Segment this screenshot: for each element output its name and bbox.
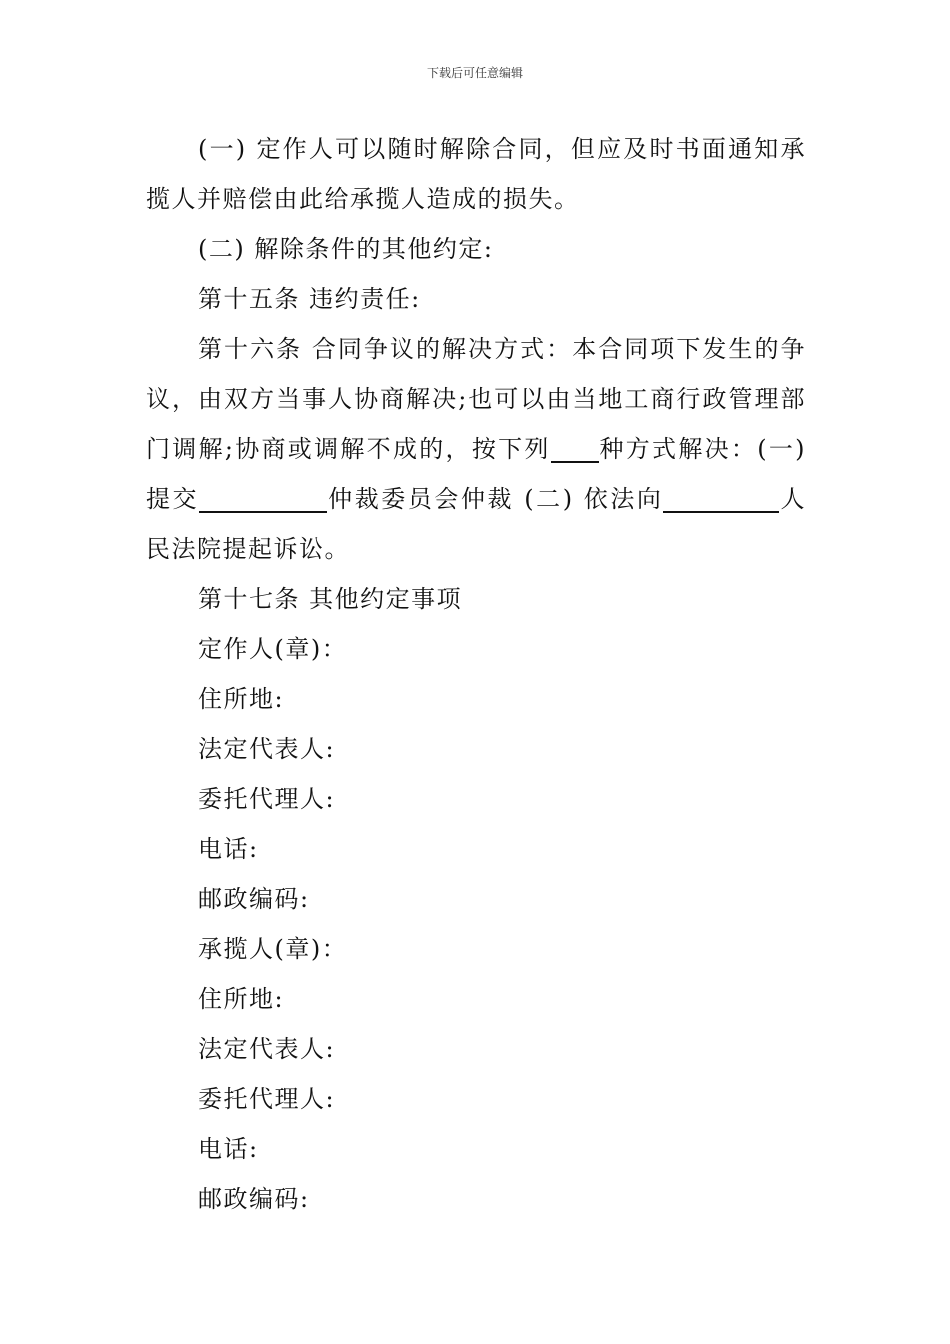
article-16-text-c: 仲裁委员会仲裁 (二) 依法向 [327, 485, 664, 513]
article-16-dispute [146, 324, 806, 574]
party-a-legal-rep-label: 法定代表人: [198, 735, 336, 763]
article-16-text-d: 人民法院提起诉讼。 [146, 485, 807, 563]
party-a-agent-label: 委托代理人: [198, 785, 336, 813]
dispute-method-blank [551, 431, 599, 463]
party-b-address-label: 住所地: [198, 985, 285, 1013]
article-15-breach: 第十五条 违约责任: [198, 285, 421, 313]
party-a-postcode-label: 邮政编码: [198, 885, 310, 913]
clause-termination-1: (一) 定作人可以随时解除合同，但应及时书面通知承揽人并赔偿由此给承揽人造成的损失。 [146, 135, 806, 213]
party-a-phone-label: 电话: [198, 835, 259, 863]
court-blank [663, 481, 779, 513]
party-b-seal-label: 承揽人(章)： [198, 935, 348, 963]
arbitration-commission-blank [199, 481, 327, 513]
party-a-address-label: 住所地: [198, 685, 285, 713]
page-header-note: 下载后可任意编辑 [426, 66, 523, 80]
party-b-legal-rep-label: 法定代表人: [198, 1035, 336, 1063]
party-b-agent-label: 委托代理人: [198, 1085, 336, 1113]
document-body [146, 124, 806, 1224]
article-16-text-a: 第十六条 合同争议的解决方式：本合同项下发生的争议，由双方当事人协商解决;也可以由当地工商行政管理部门调解;协商或调解不成的，按下列 [146, 335, 806, 463]
clause-termination-2: (二) 解除条件的其他约定: [198, 235, 494, 263]
article-17-other: 第十七条 其他约定事项 [198, 585, 463, 613]
party-a-seal-label: 定作人(章)： [198, 635, 348, 663]
article-16-text-b: 种方式解决：(一)提交 [146, 435, 806, 513]
party-b-postcode-label: 邮政编码: [198, 1185, 310, 1213]
party-b-phone-label: 电话: [198, 1135, 259, 1163]
